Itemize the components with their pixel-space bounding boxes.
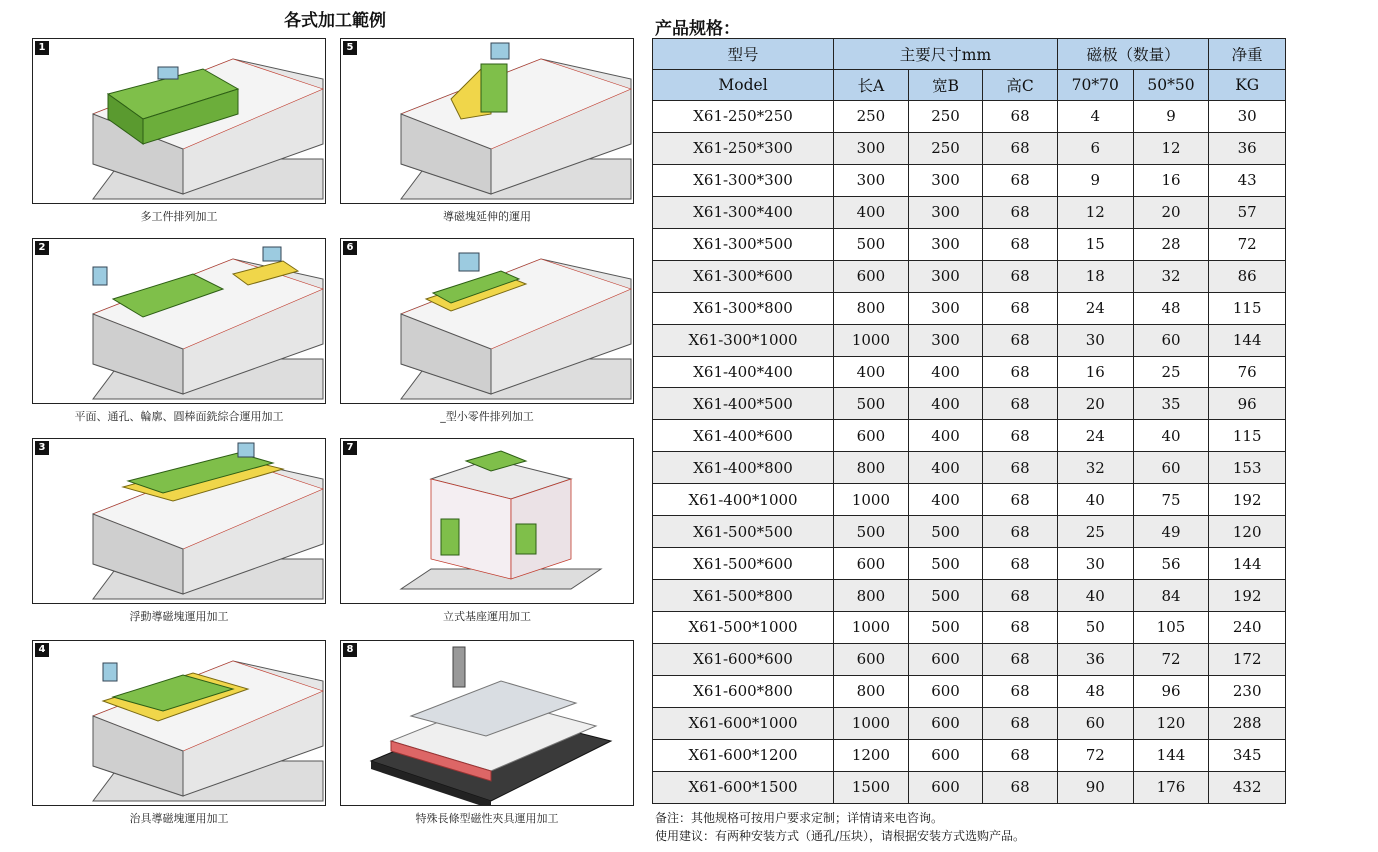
cell-pole-50: 48 [1133,292,1209,324]
cell-pole-70: 30 [1057,548,1133,580]
example-caption: 立式基座運用加工 [443,610,531,623]
header-model: 型号 [653,39,834,70]
cell-width-b: 300 [908,164,983,196]
cell-length-a: 500 [834,388,909,420]
cell-height-c: 68 [983,484,1058,516]
cell-height-c: 68 [983,643,1058,675]
cell-length-a: 600 [834,420,909,452]
example-panel-3 [32,438,326,604]
example-panel-7 [340,438,634,604]
cell-pole-70: 32 [1057,452,1133,484]
table-row [653,420,1286,452]
cell-weight: 144 [1209,324,1286,356]
example-number: 2 [35,241,49,255]
cell-length-a: 1000 [834,324,909,356]
cell-weight: 57 [1209,196,1286,228]
cell-width-b: 300 [908,292,983,324]
cell-model: X61-600*1000 [653,707,834,739]
cell-width-b: 250 [908,101,983,133]
cell-height-c: 68 [983,420,1058,452]
cell-weight: 76 [1209,356,1286,388]
cell-height-c: 68 [983,516,1058,548]
table-row [653,548,1286,580]
table-row [653,164,1286,196]
header-poles: 磁极（数量） [1057,39,1209,70]
cell-model: X61-300*400 [653,196,834,228]
cube-chuck-illustration [341,439,634,604]
chuck-illustration [33,39,326,204]
cell-length-a: 800 [834,292,909,324]
cell-weight: 86 [1209,260,1286,292]
cell-model: X61-400*600 [653,420,834,452]
subheader-pole-50: 50*50 [1133,70,1209,101]
cell-pole-50: 60 [1133,324,1209,356]
header-weight: 净重 [1209,39,1286,70]
cell-width-b: 600 [908,739,983,771]
example-panel-8 [340,640,634,806]
example-number: 5 [343,41,357,55]
cell-pole-50: 32 [1133,260,1209,292]
cell-weight: 36 [1209,132,1286,164]
cell-width-b: 600 [908,675,983,707]
subheader-width-b: 宽B [908,70,983,101]
cell-height-c: 68 [983,548,1058,580]
cell-pole-70: 48 [1057,675,1133,707]
cell-length-a: 800 [834,675,909,707]
cell-width-b: 300 [908,228,983,260]
cell-height-c: 68 [983,612,1058,644]
cell-pole-70: 9 [1057,164,1133,196]
cell-height-c: 68 [983,739,1058,771]
cell-height-c: 68 [983,260,1058,292]
cell-pole-70: 72 [1057,739,1133,771]
cell-pole-70: 12 [1057,196,1133,228]
table-row [653,228,1286,260]
cell-height-c: 68 [983,771,1058,803]
cell-length-a: 500 [834,228,909,260]
cell-weight: 144 [1209,548,1286,580]
cell-pole-70: 40 [1057,580,1133,612]
cell-model: X61-300*600 [653,260,834,292]
subheader-length-a: 长A [834,70,909,101]
example-panel-5 [340,38,634,204]
example-caption: 多工件排列加工 [140,210,218,223]
cell-length-a: 500 [834,516,909,548]
cell-pole-70: 24 [1057,292,1133,324]
cell-pole-70: 16 [1057,356,1133,388]
chuck-illustration [33,239,326,404]
table-row [653,292,1286,324]
cell-width-b: 300 [908,260,983,292]
table-row [653,484,1286,516]
cell-height-c: 68 [983,580,1058,612]
cell-width-b: 400 [908,484,983,516]
cell-height-c: 68 [983,164,1058,196]
cell-pole-50: 105 [1133,612,1209,644]
cell-pole-50: 49 [1133,516,1209,548]
cell-height-c: 68 [983,356,1058,388]
table-row [653,707,1286,739]
cell-pole-70: 20 [1057,388,1133,420]
cell-pole-70: 4 [1057,101,1133,133]
cell-weight: 153 [1209,452,1286,484]
table-row [653,101,1286,133]
cell-height-c: 68 [983,324,1058,356]
examples-title: 各式加工範例 [284,11,386,31]
cell-width-b: 400 [908,356,983,388]
cell-pole-70: 24 [1057,420,1133,452]
cell-model: X61-250*300 [653,132,834,164]
cell-pole-70: 50 [1057,612,1133,644]
example-number: 7 [343,441,357,455]
cell-length-a: 1000 [834,484,909,516]
spec-title: 产品规格： [655,19,740,39]
cell-length-a: 400 [834,356,909,388]
cell-weight: 115 [1209,420,1286,452]
cell-model: X61-500*1000 [653,612,834,644]
cell-model: X61-500*500 [653,516,834,548]
cell-length-a: 1000 [834,612,909,644]
cell-width-b: 600 [908,707,983,739]
table-row [653,388,1286,420]
example-number: 4 [35,643,49,657]
cell-model: X61-300*800 [653,292,834,324]
table-row [653,612,1286,644]
table-row [653,260,1286,292]
cell-model: X61-500*600 [653,548,834,580]
cell-height-c: 68 [983,675,1058,707]
table-row [653,516,1286,548]
cell-weight: 115 [1209,292,1286,324]
cell-height-c: 68 [983,228,1058,260]
cell-height-c: 68 [983,196,1058,228]
example-panel-1 [32,38,326,204]
example-number: 6 [343,241,357,255]
cell-height-c: 68 [983,101,1058,133]
cell-model: X61-300*300 [653,164,834,196]
subheader-height-c: 高C [983,70,1058,101]
cell-pole-70: 15 [1057,228,1133,260]
cell-width-b: 400 [908,452,983,484]
cell-width-b: 600 [908,643,983,675]
spec-table-body [653,101,1286,804]
long-chuck-illustration [341,641,634,806]
chuck-illustration [341,239,634,404]
table-row [653,771,1286,803]
cell-model: X61-600*800 [653,675,834,707]
cell-length-a: 1000 [834,707,909,739]
cell-width-b: 500 [908,516,983,548]
cell-weight: 345 [1209,739,1286,771]
cell-height-c: 68 [983,452,1058,484]
example-panel-4 [32,640,326,806]
cell-model: X61-250*250 [653,101,834,133]
cell-weight: 96 [1209,388,1286,420]
cell-width-b: 300 [908,196,983,228]
cell-pole-50: 9 [1133,101,1209,133]
cell-pole-70: 36 [1057,643,1133,675]
subheader-pole-70: 70*70 [1057,70,1133,101]
example-caption: _型小零件排列加工 [440,410,534,423]
cell-length-a: 300 [834,164,909,196]
cell-pole-50: 60 [1133,452,1209,484]
cell-weight: 120 [1209,516,1286,548]
cell-weight: 43 [1209,164,1286,196]
cell-pole-50: 56 [1133,548,1209,580]
cell-pole-50: 16 [1133,164,1209,196]
table-row [653,452,1286,484]
cell-model: X61-300*1000 [653,324,834,356]
table-row [653,356,1286,388]
cell-length-a: 600 [834,548,909,580]
cell-pole-50: 176 [1133,771,1209,803]
cell-pole-50: 72 [1133,643,1209,675]
example-number: 3 [35,441,49,455]
cell-model: X61-300*500 [653,228,834,260]
subheader-kg: KG [1209,70,1286,101]
cell-length-a: 600 [834,643,909,675]
table-row [653,580,1286,612]
cell-pole-70: 40 [1057,484,1133,516]
cell-model: X61-600*1200 [653,739,834,771]
table-row [653,675,1286,707]
table-header-row [653,39,1286,70]
cell-height-c: 68 [983,132,1058,164]
cell-model: X61-400*400 [653,356,834,388]
subheader-model: Model [653,70,834,101]
cell-pole-50: 35 [1133,388,1209,420]
cell-model: X61-400*500 [653,388,834,420]
cell-weight: 192 [1209,484,1286,516]
cell-pole-50: 96 [1133,675,1209,707]
cell-width-b: 250 [908,132,983,164]
cell-weight: 230 [1209,675,1286,707]
cell-length-a: 1200 [834,739,909,771]
table-row [653,739,1286,771]
cell-length-a: 800 [834,580,909,612]
cell-length-a: 800 [834,452,909,484]
cell-length-a: 1500 [834,771,909,803]
cell-pole-70: 90 [1057,771,1133,803]
chuck-illustration [33,439,326,604]
example-number: 8 [343,643,357,657]
cell-length-a: 400 [834,196,909,228]
cell-length-a: 600 [834,260,909,292]
table-subheader-row [653,70,1286,101]
example-panel-2 [32,238,326,404]
example-caption: 特殊長條型磁性夾具運用加工 [415,812,559,825]
cell-weight: 240 [1209,612,1286,644]
example-caption: 導磁塊延伸的運用 [443,210,531,223]
cell-weight: 172 [1209,643,1286,675]
cell-weight: 288 [1209,707,1286,739]
cell-pole-70: 30 [1057,324,1133,356]
cell-width-b: 500 [908,612,983,644]
cell-model: X61-500*800 [653,580,834,612]
cell-model: X61-600*600 [653,643,834,675]
example-panel-6 [340,238,634,404]
cell-pole-70: 60 [1057,707,1133,739]
example-number: 1 [35,41,49,55]
example-caption: 平面、通孔、輪廓、圓棒面銑綜合運用加工 [74,410,284,423]
table-row [653,324,1286,356]
cell-model: X61-400*800 [653,452,834,484]
cell-height-c: 68 [983,292,1058,324]
chuck-illustration [341,39,634,204]
note-remark: 备注：其他规格可按用户要求定制；详情请来电咨询。 [655,811,944,825]
cell-height-c: 68 [983,388,1058,420]
cell-pole-70: 25 [1057,516,1133,548]
cell-width-b: 400 [908,388,983,420]
example-caption: 治具導磁塊運用加工 [129,812,229,825]
cell-pole-70: 18 [1057,260,1133,292]
cell-pole-50: 12 [1133,132,1209,164]
cell-model: X61-400*1000 [653,484,834,516]
chuck-illustration [33,641,326,806]
header-dimensions: 主要尺寸mm [834,39,1058,70]
note-usage: 使用建议：有两种安装方式（通孔/压块），请根据安装方式选购产品。 [655,829,1026,843]
cell-weight: 30 [1209,101,1286,133]
cell-width-b: 500 [908,580,983,612]
cell-pole-50: 120 [1133,707,1209,739]
cell-length-a: 300 [834,132,909,164]
cell-height-c: 68 [983,707,1058,739]
table-row [653,132,1286,164]
spec-table [652,38,1286,804]
cell-pole-50: 144 [1133,739,1209,771]
cell-width-b: 500 [908,548,983,580]
cell-pole-50: 20 [1133,196,1209,228]
cell-width-b: 400 [908,420,983,452]
cell-model: X61-600*1500 [653,771,834,803]
example-caption: 浮動導磁塊運用加工 [129,610,229,623]
cell-length-a: 250 [834,101,909,133]
cell-pole-50: 25 [1133,356,1209,388]
cell-pole-70: 6 [1057,132,1133,164]
table-row [653,643,1286,675]
cell-pole-50: 84 [1133,580,1209,612]
cell-pole-50: 75 [1133,484,1209,516]
cell-weight: 432 [1209,771,1286,803]
cell-weight: 192 [1209,580,1286,612]
cell-width-b: 600 [908,771,983,803]
cell-weight: 72 [1209,228,1286,260]
cell-pole-50: 40 [1133,420,1209,452]
table-row [653,196,1286,228]
cell-width-b: 300 [908,324,983,356]
cell-pole-50: 28 [1133,228,1209,260]
